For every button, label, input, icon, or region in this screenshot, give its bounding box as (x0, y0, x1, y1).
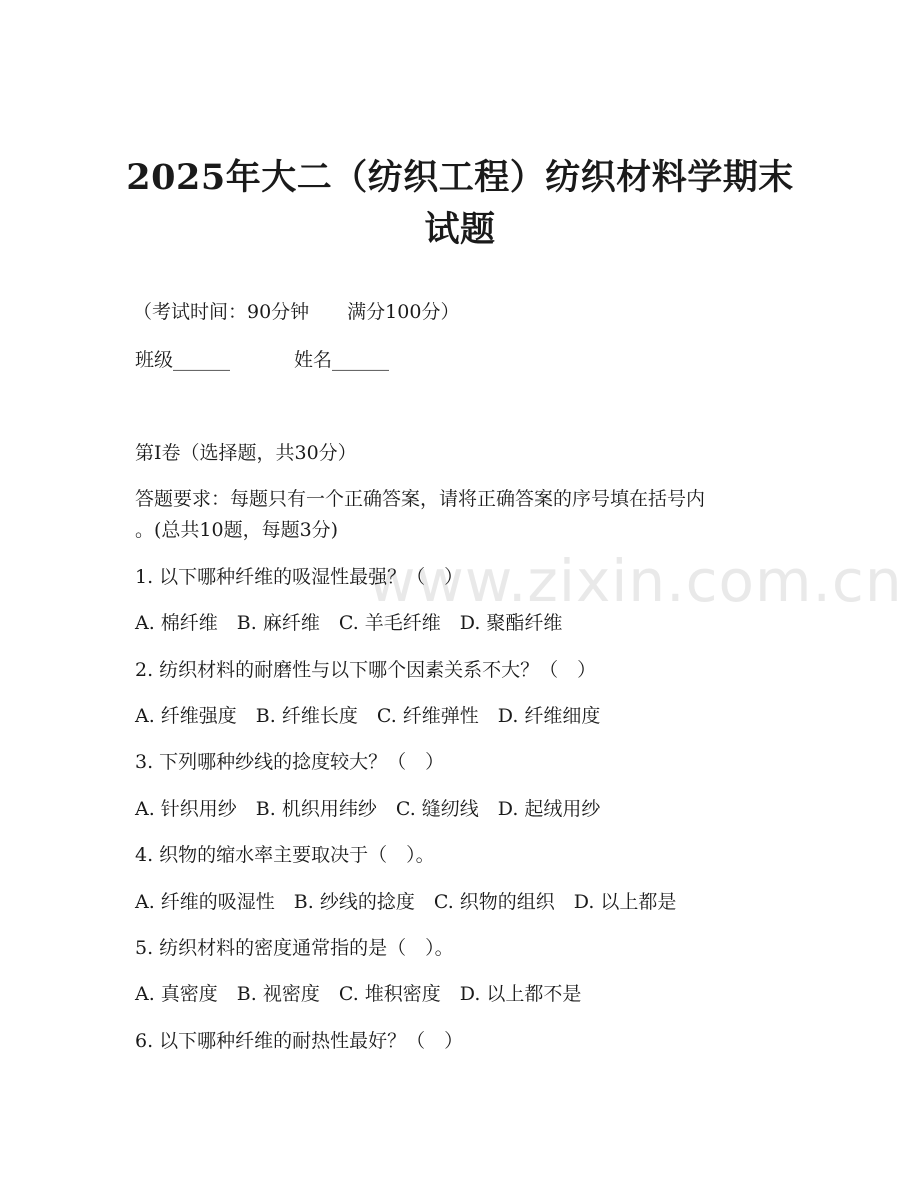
class-field-label: 班级______ (135, 349, 231, 371)
question-stem: 5. 纺织材料的密度通常指的是（ ）。 (135, 937, 454, 959)
question-options: A. 真密度 B. 视密度 C. 堆积密度 D. 以上都不是 (135, 983, 582, 1005)
question-stem: 2. 纺织材料的耐磨性与以下哪个因素关系不大？（ ） (135, 659, 597, 681)
section-title: 第I卷（选择题，共30分） (135, 442, 357, 464)
instruction-line-2: 。(总共10题，每题3分) (135, 519, 339, 541)
exam-title: 2025年大二（纺织工程）纺织材料学期末试题 (126, 157, 794, 250)
question-options: A. 针织用纱 B. 机织用纬纱 C. 缝纫线 D. 起绒用纱 (135, 798, 601, 820)
question-options: A. 纤维的吸湿性 B. 纱线的捻度 C. 织物的组织 D. 以上都是 (135, 891, 677, 913)
question-stem: 3. 下列哪种纱线的捻度较大？（ ） (135, 751, 445, 773)
exam-info: （考试时间：90分钟 满分100分） (133, 301, 460, 323)
question-stem: 4. 织物的缩水率主要取决于（ ）。 (135, 844, 435, 866)
question-stem: 1. 以下哪种纤维的吸湿性最强？（ ） (135, 566, 464, 588)
watermark: www.zixin.com.cn (368, 547, 903, 615)
name-field-label: 姓名______ (294, 349, 390, 371)
question-options: A. 纤维强度 B. 纤维长度 C. 纤维弹性 D. 纤维细度 (135, 705, 601, 727)
instruction-line-1: 答题要求：每题只有一个正确答案，请将正确答案的序号填在括号内 (135, 488, 706, 510)
question-stem: 6. 以下哪种纤维的耐热性最好？（ ） (135, 1030, 464, 1052)
question-options: A. 棉纤维 B. 麻纤维 C. 羊毛纤维 D. 聚酯纤维 (135, 612, 563, 634)
